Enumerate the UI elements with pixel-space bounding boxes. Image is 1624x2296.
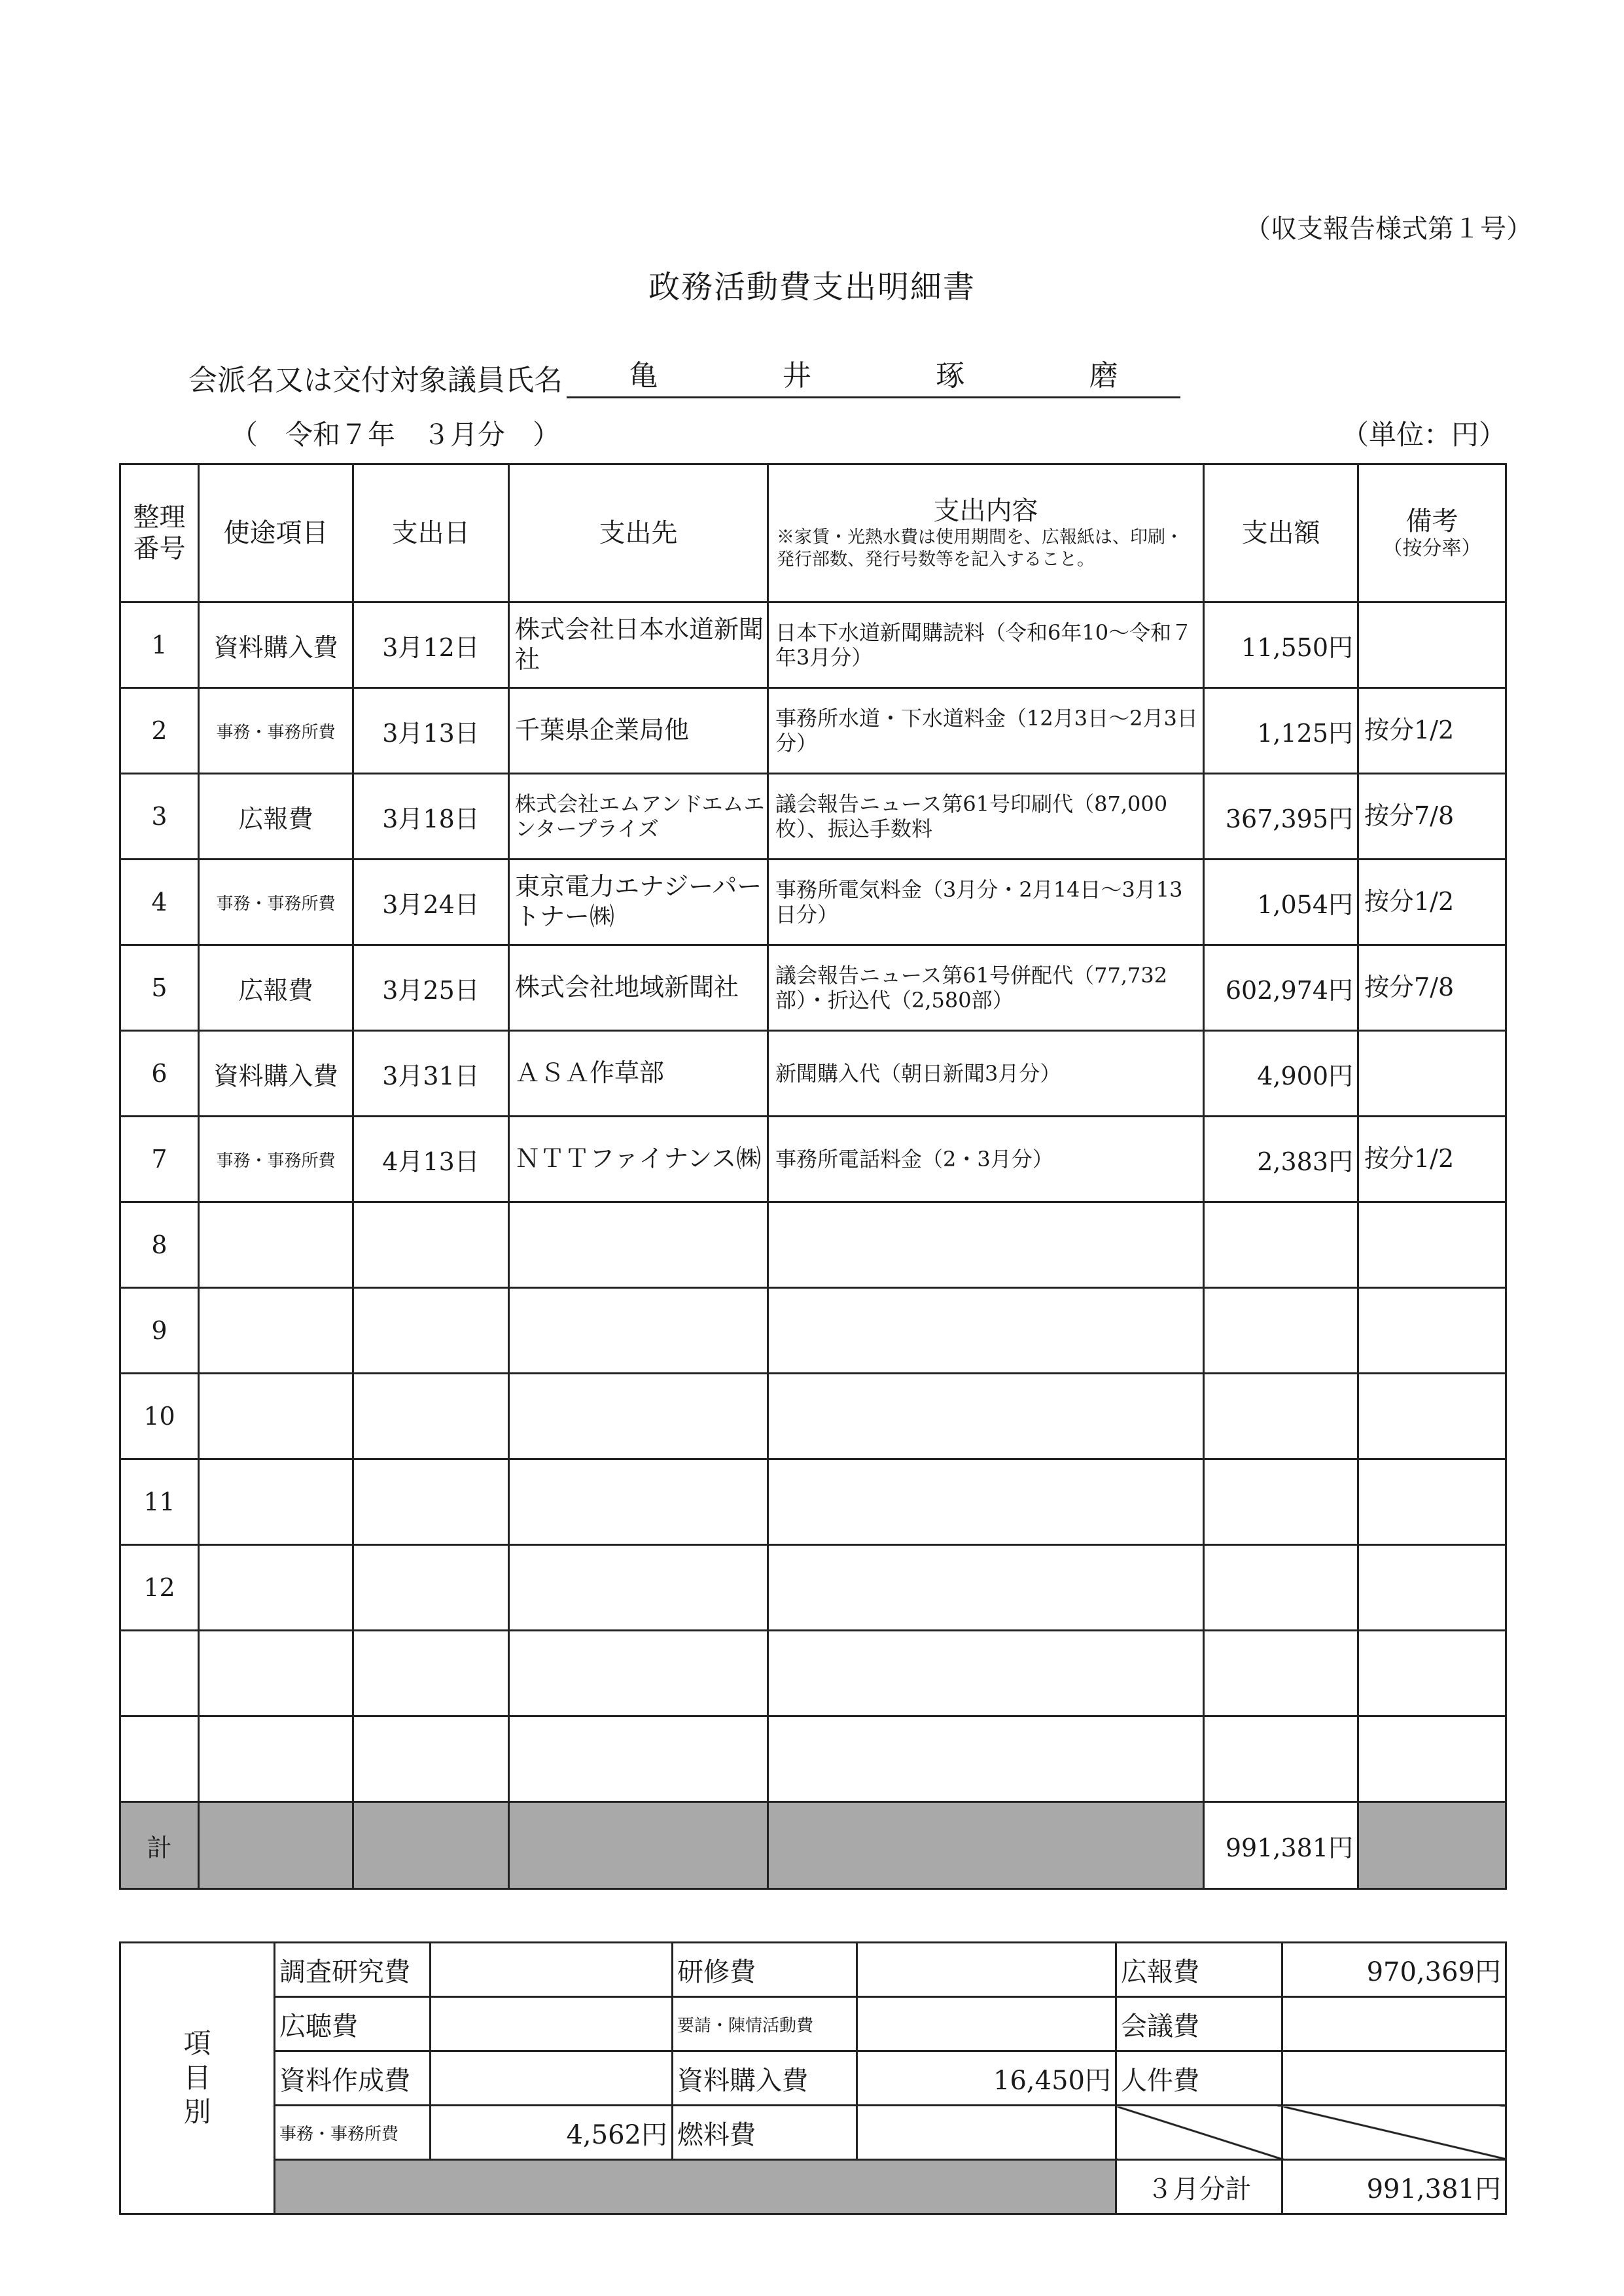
- table-row: [120, 1545, 1506, 1631]
- summary-shade: [275, 2160, 1116, 2214]
- document-title: 政務活動費支出明細書: [648, 269, 976, 305]
- summary-row: [120, 1943, 1506, 1997]
- row-remarks: 按分7/8: [1358, 774, 1506, 860]
- row-date: [353, 1202, 509, 1288]
- total-shade: [1358, 1802, 1506, 1889]
- summary-label-month-total: ３月分計: [1116, 2160, 1282, 2214]
- name-char: 井: [782, 359, 811, 392]
- total-shade: [199, 1802, 353, 1889]
- row-remarks: [1358, 1031, 1506, 1117]
- summary-value-meeting: [1282, 1997, 1506, 2051]
- row-date: 4月13日: [353, 1117, 509, 1202]
- row-remarks: 按分7/8: [1358, 945, 1506, 1031]
- row-date: [353, 1374, 509, 1459]
- row-category: 事務・事務所費: [199, 860, 353, 945]
- row-category: 事務・事務所費: [199, 1117, 353, 1202]
- row-date: 3月24日: [353, 860, 509, 945]
- row-content: [768, 1374, 1204, 1459]
- row-content: 事務所電話料金（2・3月分）: [768, 1117, 1204, 1202]
- row-content: [768, 1202, 1204, 1288]
- row-payee: [509, 1288, 768, 1374]
- row-content: 新聞購入代（朝日新聞3月分）: [768, 1031, 1204, 1117]
- row-payee: 株式会社日本水道新聞社: [509, 602, 768, 688]
- row-date: 3月13日: [353, 688, 509, 774]
- summary-value-research: [431, 1943, 673, 1997]
- summary-value-month-total: 991,381円: [1282, 2160, 1506, 2214]
- row-category: [199, 1631, 353, 1716]
- header-amount: 支出額: [1204, 464, 1358, 602]
- row-no: 10: [120, 1374, 199, 1459]
- header-date: 支出日: [353, 464, 509, 602]
- row-amount: 1,125円: [1204, 688, 1358, 774]
- table-row: [120, 1031, 1506, 1117]
- row-amount: [1204, 1545, 1358, 1631]
- name-char: 磨: [1089, 359, 1118, 392]
- row-remarks: [1358, 602, 1506, 688]
- row-date: [353, 1545, 509, 1631]
- row-date: 3月18日: [353, 774, 509, 860]
- row-category: 資料購入費: [199, 1031, 353, 1117]
- summary-row: [120, 2106, 1506, 2160]
- row-amount: 2,383円: [1204, 1117, 1358, 1202]
- total-shade: [768, 1802, 1204, 1889]
- total-shade: [509, 1802, 768, 1889]
- row-no: 7: [120, 1117, 199, 1202]
- summary-label-training: 研修費: [673, 1943, 857, 1997]
- table-row: [120, 1117, 1506, 1202]
- row-category: [199, 1459, 353, 1545]
- row-content: 事務所水道・下水道料金（12月3日～2月3日分）: [768, 688, 1204, 774]
- row-content: [768, 1459, 1204, 1545]
- total-shade: [353, 1802, 509, 1889]
- row-no: 9: [120, 1288, 199, 1374]
- row-amount: 367,395円: [1204, 774, 1358, 860]
- row-remarks: [1358, 1716, 1506, 1802]
- total-label: 計: [120, 1802, 199, 1889]
- summary-row: [120, 2160, 1506, 2214]
- row-payee: [509, 1631, 768, 1716]
- header-content-note: ※家賃・光熱水費は使用期間を、広報紙は、印刷・発行部数、発行号数等を記入すること。: [777, 527, 1183, 570]
- name-label: 会派名又は交付対象議員氏名: [188, 364, 563, 397]
- table-row: [120, 1202, 1506, 1288]
- row-remarks: [1358, 1288, 1506, 1374]
- row-amount: [1204, 1459, 1358, 1545]
- row-no: [120, 1631, 199, 1716]
- row-date: [353, 1716, 509, 1802]
- row-no: 5: [120, 945, 199, 1031]
- row-category: 事務・事務所費: [199, 688, 353, 774]
- row-content: [768, 1716, 1204, 1802]
- row-remarks: [1358, 1631, 1506, 1716]
- row-amount: [1204, 1716, 1358, 1802]
- expense-table: [119, 463, 1507, 1890]
- row-amount: 4,900円: [1204, 1031, 1358, 1117]
- summary-label-hearing: 広聴費: [275, 1997, 431, 2051]
- table-row: [120, 774, 1506, 860]
- row-amount: [1204, 1202, 1358, 1288]
- summary-row: [120, 2051, 1506, 2106]
- row-remarks: 按分1/2: [1358, 688, 1506, 774]
- row-amount: 602,974円: [1204, 945, 1358, 1031]
- form-number: （収支報告様式第１号）: [1244, 214, 1532, 244]
- row-remarks: 按分1/2: [1358, 860, 1506, 945]
- summary-label-personnel: 人件費: [1116, 2051, 1282, 2106]
- total-row: [120, 1802, 1506, 1889]
- row-payee: [509, 1545, 768, 1631]
- row-amount: 11,550円: [1204, 602, 1358, 688]
- summary-value-personnel: [1282, 2051, 1506, 2106]
- report-period: （ 令和７年 ３月分 ）: [230, 419, 561, 451]
- row-category: [199, 1545, 353, 1631]
- row-content: [768, 1288, 1204, 1374]
- header-payee: 支出先: [509, 464, 768, 602]
- summary-value-pr: 970,369円: [1282, 1943, 1506, 1997]
- table-row: [120, 688, 1506, 774]
- row-payee: 株式会社地域新聞社: [509, 945, 768, 1031]
- header-content: 支出内容 ※家賃・光熱水費は使用期間を、広報紙は、印刷・発行部数、発行号数等を記入すること。: [768, 464, 1204, 602]
- row-category: 広報費: [199, 774, 353, 860]
- summary-label-office: 事務・事務所費: [275, 2106, 431, 2160]
- row-date: 3月31日: [353, 1031, 509, 1117]
- category-summary-table: [119, 1941, 1507, 2215]
- row-date: 3月12日: [353, 602, 509, 688]
- row-category: [199, 1374, 353, 1459]
- row-content: 議会報告ニュース第61号併配代（77,732部）・折込代（2,580部）: [768, 945, 1204, 1031]
- row-amount: [1204, 1631, 1358, 1716]
- row-payee: 株式会社エムアンドエムエンタープライズ: [509, 774, 768, 860]
- summary-label-research: 調査研究費: [275, 1943, 431, 1997]
- name-char: 琢: [936, 359, 965, 392]
- row-remarks: [1358, 1374, 1506, 1459]
- row-date: [353, 1459, 509, 1545]
- row-payee: 千葉県企業局他: [509, 688, 768, 774]
- summary-blank-slash: [1282, 2106, 1506, 2160]
- row-remarks: [1358, 1545, 1506, 1631]
- row-date: [353, 1288, 509, 1374]
- row-payee: [509, 1459, 768, 1545]
- summary-label-pr: 広報費: [1116, 1943, 1282, 1997]
- table-row: [120, 1288, 1506, 1374]
- row-payee: ＮＴＴファイナンス㈱: [509, 1117, 768, 1202]
- summary-label-fuel: 燃料費: [673, 2106, 857, 2160]
- row-payee: [509, 1202, 768, 1288]
- summary-value-hearing: [431, 1997, 673, 2051]
- table-row: [120, 1631, 1506, 1716]
- header-category: 使途項目: [199, 464, 353, 602]
- row-category: [199, 1202, 353, 1288]
- row-payee: [509, 1374, 768, 1459]
- row-no: [120, 1716, 199, 1802]
- row-no: 3: [120, 774, 199, 860]
- name-char: 亀: [629, 359, 658, 392]
- summary-label-materials-creation: 資料作成費: [275, 2051, 431, 2106]
- row-amount: 1,054円: [1204, 860, 1358, 945]
- summary-side-label: 項目別: [120, 1943, 275, 2214]
- row-payee: ＡＳＡ作草部: [509, 1031, 768, 1117]
- row-no: 11: [120, 1459, 199, 1545]
- table-row: [120, 602, 1506, 688]
- table-header-row: [120, 464, 1506, 602]
- name-row: [188, 352, 1180, 398]
- row-no: 4: [120, 860, 199, 945]
- row-amount: [1204, 1374, 1358, 1459]
- summary-row: [120, 1997, 1506, 2051]
- member-name: [567, 352, 1180, 398]
- row-content: 議会報告ニュース第61号印刷代（87,000枚）、振込手数料: [768, 774, 1204, 860]
- total-amount: 991,381円: [1204, 1802, 1358, 1889]
- summary-value-materials-purchase: 16,450円: [857, 2051, 1116, 2106]
- summary-label-petition: 要請・陳情活動費: [673, 1997, 857, 2051]
- row-content: 日本下水道新聞購読料（令和6年10～令和７年3月分）: [768, 602, 1204, 688]
- row-remarks: 按分1/2: [1358, 1117, 1506, 1202]
- summary-value-petition: [857, 1997, 1116, 2051]
- summary-label-meeting: 会議費: [1116, 1997, 1282, 2051]
- row-date: [353, 1631, 509, 1716]
- row-no: 2: [120, 688, 199, 774]
- unit-label: （単位：円）: [1341, 419, 1506, 451]
- row-category: [199, 1288, 353, 1374]
- header-remarks: 備考 （按分率）: [1358, 464, 1506, 602]
- row-remarks: [1358, 1202, 1506, 1288]
- row-content: [768, 1631, 1204, 1716]
- table-row: [120, 945, 1506, 1031]
- table-row: [120, 1459, 1506, 1545]
- table-row: [120, 1374, 1506, 1459]
- row-no: 6: [120, 1031, 199, 1117]
- row-category: 資料購入費: [199, 602, 353, 688]
- summary-value-materials-creation: [431, 2051, 673, 2106]
- row-category: [199, 1716, 353, 1802]
- row-no: 1: [120, 602, 199, 688]
- row-payee: [509, 1716, 768, 1802]
- row-amount: [1204, 1288, 1358, 1374]
- summary-label-materials-purchase: 資料購入費: [673, 2051, 857, 2106]
- row-content: 事務所電気料金（3月分・2月14日～3月13日分）: [768, 860, 1204, 945]
- row-content: [768, 1545, 1204, 1631]
- row-payee: 東京電力エナジーパートナー㈱: [509, 860, 768, 945]
- row-category: 広報費: [199, 945, 353, 1031]
- table-row: [120, 860, 1506, 945]
- row-no: 8: [120, 1202, 199, 1288]
- summary-value-office: 4,562円: [431, 2106, 673, 2160]
- header-no: 整理番号: [120, 464, 199, 602]
- summary-value-fuel: [857, 2106, 1116, 2160]
- table-row: [120, 1716, 1506, 1802]
- row-date: 3月25日: [353, 945, 509, 1031]
- summary-blank-slash: [1116, 2106, 1282, 2160]
- row-remarks: [1358, 1459, 1506, 1545]
- summary-value-training: [857, 1943, 1116, 1997]
- row-no: 12: [120, 1545, 199, 1631]
